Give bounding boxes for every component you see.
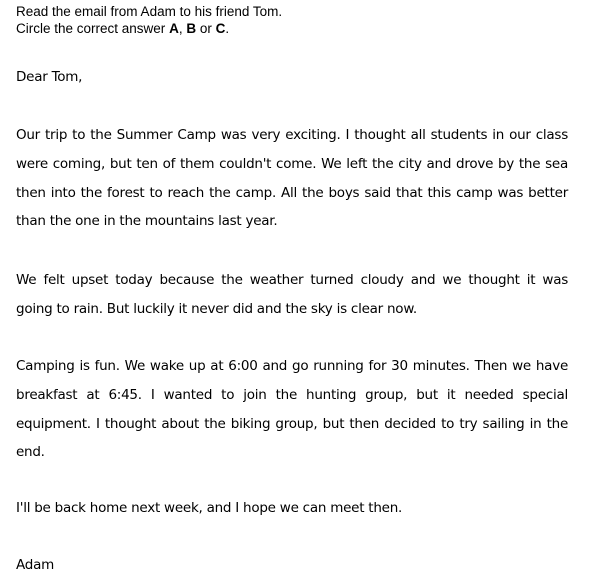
letter-paragraph-2: We felt upset today because the weather turned cloudy and we thought it was going to rain. But luckily it never did and the sky is clear now. [16, 272, 568, 317]
option-c: C [215, 21, 226, 36]
task-instructions [16, 3, 282, 37]
letter-paragraph-3: Camping is fun. We wake up at 6:00 and go running for 30 minutes. Then we have breakfast at 6:45. I wanted to join the hunting group, but it needed special equipment. I thought about the biking group, but then decided to try sailing in the end. [16, 358, 568, 461]
letter-signature: Adam [16, 557, 54, 573]
period: . [225, 21, 230, 36]
letter-paragraph-4: I'll be back home next week, and I hope we can meet then. [16, 500, 403, 516]
instruction-line-1: Read the email from Adam to his friend Tom. [16, 4, 283, 19]
instruction-prefix: Circle the correct answer [16, 21, 170, 36]
instruction-line-2 [16, 20, 282, 37]
option-a: A [169, 21, 179, 36]
or-text: or [196, 21, 216, 36]
separator: , [178, 21, 187, 36]
option-b: B [186, 21, 197, 36]
letter-greeting: Dear Tom, [16, 69, 83, 85]
letter-paragraph-1: Our trip to the Summer Camp was very exciting. I thought all students in our class were coming, but ten of them couldn't come. We left the city and drove by the sea then into the forest to reach the camp. All the boys said that this camp was better than the one in the mountains last year. [16, 127, 568, 230]
